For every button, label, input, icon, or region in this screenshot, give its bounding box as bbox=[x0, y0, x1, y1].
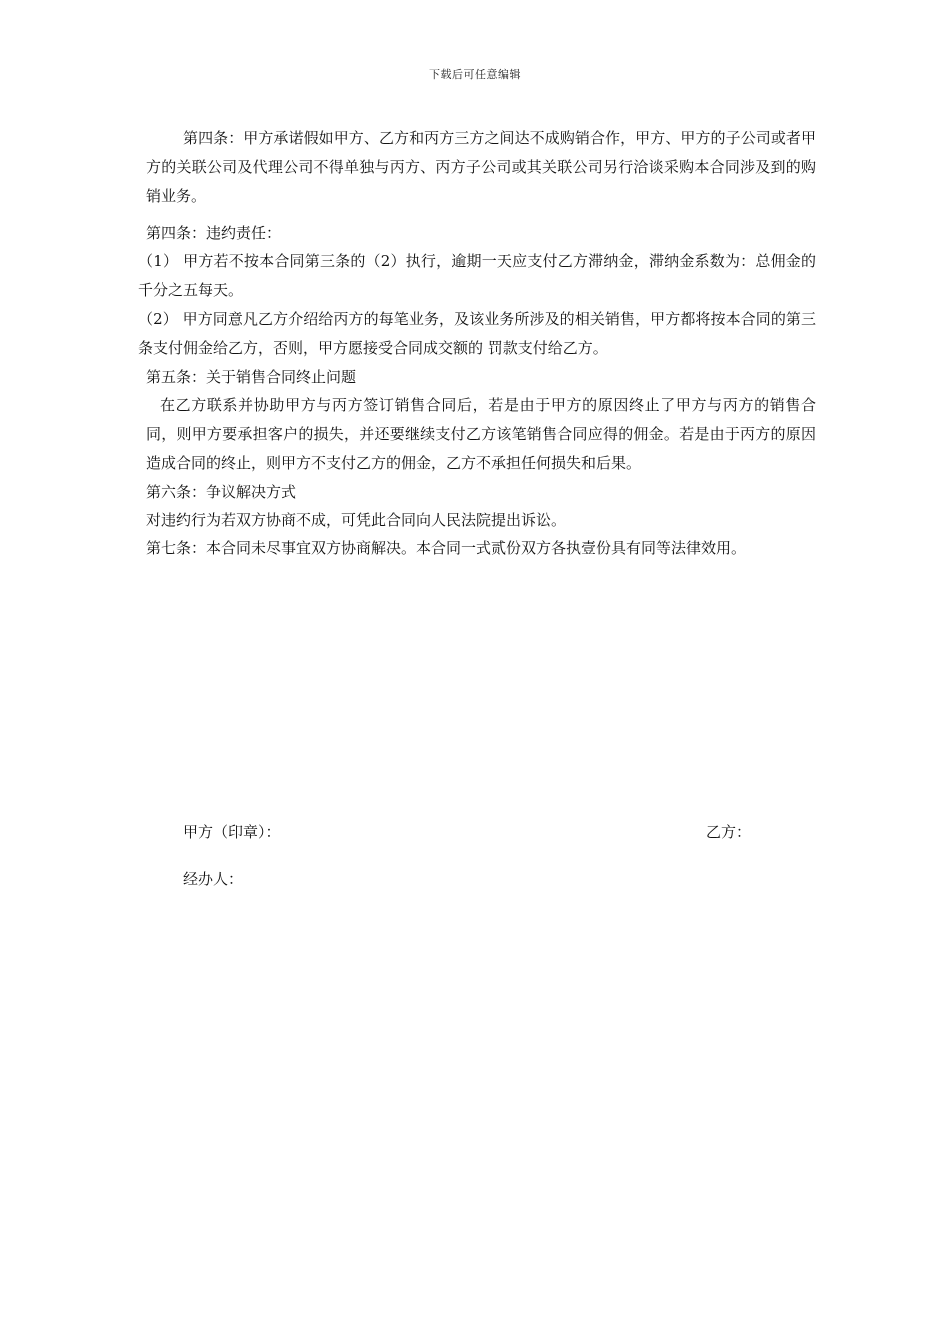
signature-row-handler bbox=[183, 865, 783, 893]
clause-4-commitment: 第四条：甲方承诺假如甲方、乙方和丙方三方之间达不成购销合作，甲方、甲方的子公司或者甲方的关联公司及代理公司不得单独与丙方、丙方子公司或其关联公司另行洽谈采购本合同涉及到的购销业务。 bbox=[146, 129, 816, 205]
page-header: 下载后可任意编辑 bbox=[429, 68, 521, 81]
signature-row-parties bbox=[183, 818, 783, 846]
liability-item-1: （1） 甲方若不按本合同第三条的（2）执行，逾期一天应支付乙方滞纳金，滞纳金系数为：总佣金的千分之五每天。 bbox=[138, 252, 816, 299]
party-a-signature-label: 甲方（印章）： bbox=[183, 823, 281, 841]
party-b-signature-label: 乙方： bbox=[706, 823, 752, 841]
contract-body bbox=[138, 124, 816, 563]
clause-5-title: 第五条：关于销售合同终止问题 bbox=[146, 368, 357, 386]
clause-6-body: 对违约行为若双方协商不成，可凭此合同向人民法院提出诉讼。 bbox=[146, 511, 567, 529]
signature-block bbox=[183, 818, 783, 893]
clause-4-liability-title: 第四条：违约责任： bbox=[146, 224, 282, 242]
clause-5-body: 在乙方联系并协助甲方与丙方签订销售合同后，若是由于甲方的原因终止了甲方与丙方的销售合同，则甲方要承担客户的损失，并还要继续支付乙方该笔销售合同应得的佣金。若是由于丙方的原因造成合同的终止，则甲方不支付乙方的佣金，乙方不承担任何损失和后果。 bbox=[146, 396, 816, 472]
liability-item-2: （2） 甲方同意凡乙方介绍给丙方的每笔业务，及该业务所涉及的相关销售，甲方都将按本合同的第三条支付佣金给乙方，否则，甲方愿接受合同成交额的 罚款支付给乙方。 bbox=[138, 310, 816, 357]
clause-6-title: 第六条：争议解决方式 bbox=[146, 483, 297, 501]
clause-7: 第七条：本合同未尽事宜双方协商解决。本合同一式贰份双方各执壹份具有同等法律效用。 bbox=[146, 539, 747, 557]
handler-signature-label: 经办人： bbox=[183, 870, 244, 888]
